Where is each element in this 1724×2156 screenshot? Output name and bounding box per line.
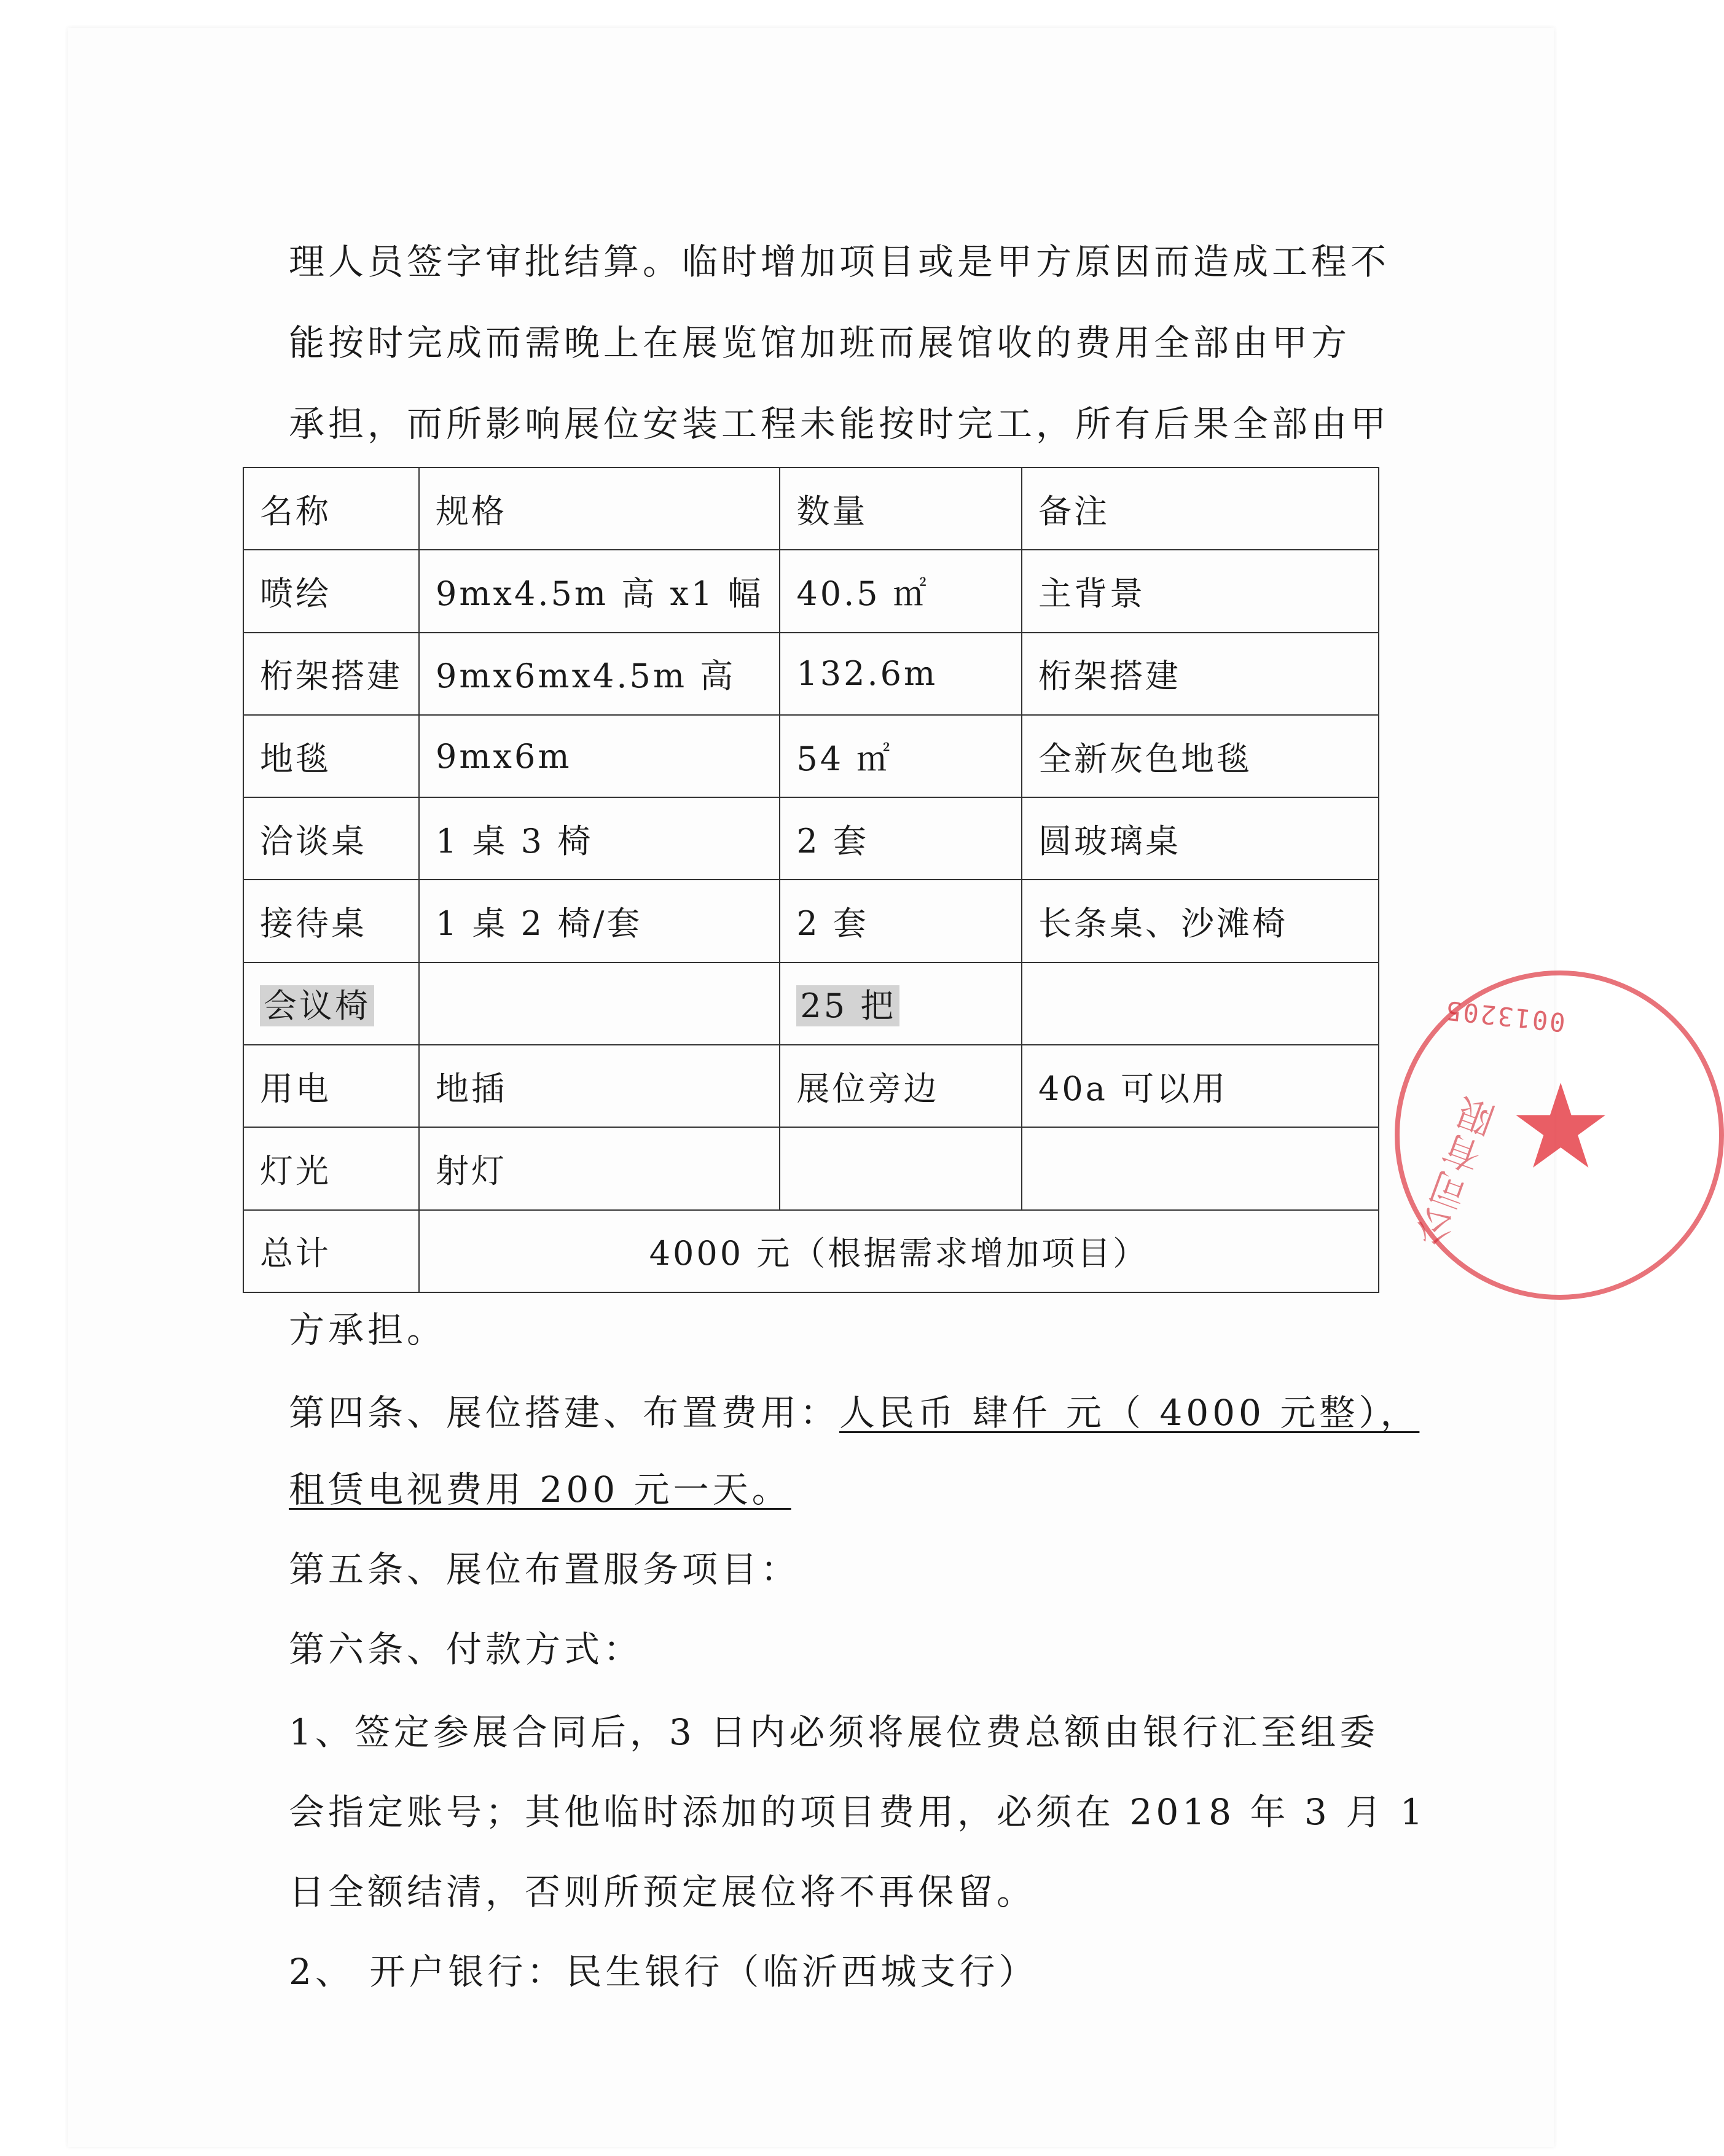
table-cell: 射灯 (419, 1127, 780, 1209)
payment-item-1-line: 日全额结清，否则所预定展位将不再保留。 (289, 1871, 1036, 1913)
table-cell: 2 套 (780, 797, 1022, 880)
table-header-row (243, 467, 1379, 550)
article-4-prefix: 第四条、展位搭建、布置费用： (289, 1392, 840, 1434)
total-label-cell: 总计 (243, 1210, 419, 1292)
table-cell: 圆玻璃桌 (1022, 797, 1379, 880)
table-cell (780, 1127, 1022, 1209)
table-cell: 用电 (243, 1045, 419, 1127)
article-4-line-2 (289, 1468, 791, 1511)
table-cell: 2 套 (780, 880, 1022, 962)
header-cell: 名称 (243, 467, 419, 550)
stamp-text: 公司有限 (1411, 1090, 1505, 1254)
table-cell: 40a 可以用 (1022, 1045, 1379, 1127)
table-cell: 主背景 (1022, 550, 1379, 632)
article-4-tv-rental: 租赁电视费用 200 元一天。 (289, 1469, 791, 1510)
table-cell: 1 桌 2 椅/套 (419, 880, 780, 962)
continuation-text: 方承担。 (289, 1309, 447, 1351)
article-5: 第五条、展位布置服务项目： (289, 1549, 801, 1590)
stamp-number: 0013205 (1442, 994, 1567, 1038)
table-cell: 9mx4.5m 高 x1 幅 (419, 550, 780, 632)
intro-paragraph (289, 221, 1390, 464)
highlighted-text: 会议椅 (260, 985, 374, 1026)
table-cell: 桁架搭建 (1022, 633, 1379, 715)
table-cell: 9mx6mx4.5m 高 (419, 633, 780, 715)
payment-item-1-line: 1、签定参展合同后，3 日内必须将展位费总额由银行汇至组委 (289, 1711, 1379, 1753)
star-icon: ★ (1508, 1059, 1613, 1195)
table-cell (1022, 1127, 1379, 1209)
table-cell (243, 963, 419, 1045)
header-cell: 数量 (780, 467, 1022, 550)
article-4-amount: 人民币 肆仟 元（ 4000 元整）， (839, 1392, 1420, 1434)
table-cell: 地毯 (243, 715, 419, 797)
table-row (243, 1127, 1379, 1209)
company-seal-stamp (1395, 971, 1613, 1314)
table-row (243, 550, 1379, 632)
table-cell: 132.6m (780, 633, 1022, 715)
table-cell: 长条桌、沙滩椅 (1022, 880, 1379, 962)
article-6: 第六条、付款方式： (289, 1628, 643, 1670)
table-cell: 喷绘 (243, 550, 419, 632)
intro-line: 能按时完成而需晚上在展览馆加班而展馆收的费用全部由甲方 (289, 322, 1351, 364)
table-cell: 全新灰色地毯 (1022, 715, 1379, 797)
table-row (243, 797, 1379, 880)
table-row (243, 715, 1379, 797)
table-cell (419, 963, 780, 1045)
table-cell: 地插 (419, 1045, 780, 1127)
table-cell (780, 963, 1022, 1045)
header-cell: 规格 (419, 467, 780, 550)
table-cell: 展位旁边 (780, 1045, 1022, 1127)
article-4 (289, 1391, 1419, 1434)
booth-spec-table (243, 467, 1379, 1293)
table-cell (1022, 963, 1379, 1045)
intro-line: 承担，而所影响展位安装工程未能按时完工，所有后果全部由甲 (289, 403, 1390, 445)
table-cell: 1 桌 3 椅 (419, 797, 780, 880)
table-cell: 洽谈桌 (243, 797, 419, 880)
highlighted-text: 25 把 (796, 985, 899, 1026)
table-cell: 灯光 (243, 1127, 419, 1209)
header-cell: 备注 (1022, 467, 1379, 550)
table-cell: 40.5 ㎡ (780, 550, 1022, 632)
total-value-cell: 4000 元（根据需求增加项目） (419, 1210, 1379, 1292)
table-row (243, 1045, 1379, 1127)
table-cell: 接待桌 (243, 880, 419, 962)
table-cell: 9mx6m (419, 715, 780, 797)
table-row (243, 880, 1379, 962)
table-cell: 54 ㎡ (780, 715, 1022, 797)
intro-line: 理人员签字审批结算。临时增加项目或是甲方原因而造成工程不 (289, 241, 1390, 283)
table-row (243, 963, 1379, 1045)
table-row (243, 633, 1379, 715)
payment-item-1-line: 会指定账号；其他临时添加的项目费用，必须在 2018 年 3 月 1 (289, 1791, 1427, 1833)
table-total-row (243, 1210, 1379, 1292)
payment-item-2: 2、 开户银行：民生银行（临沂西城支行） (289, 1951, 1038, 1993)
table-cell: 桁架搭建 (243, 633, 419, 715)
